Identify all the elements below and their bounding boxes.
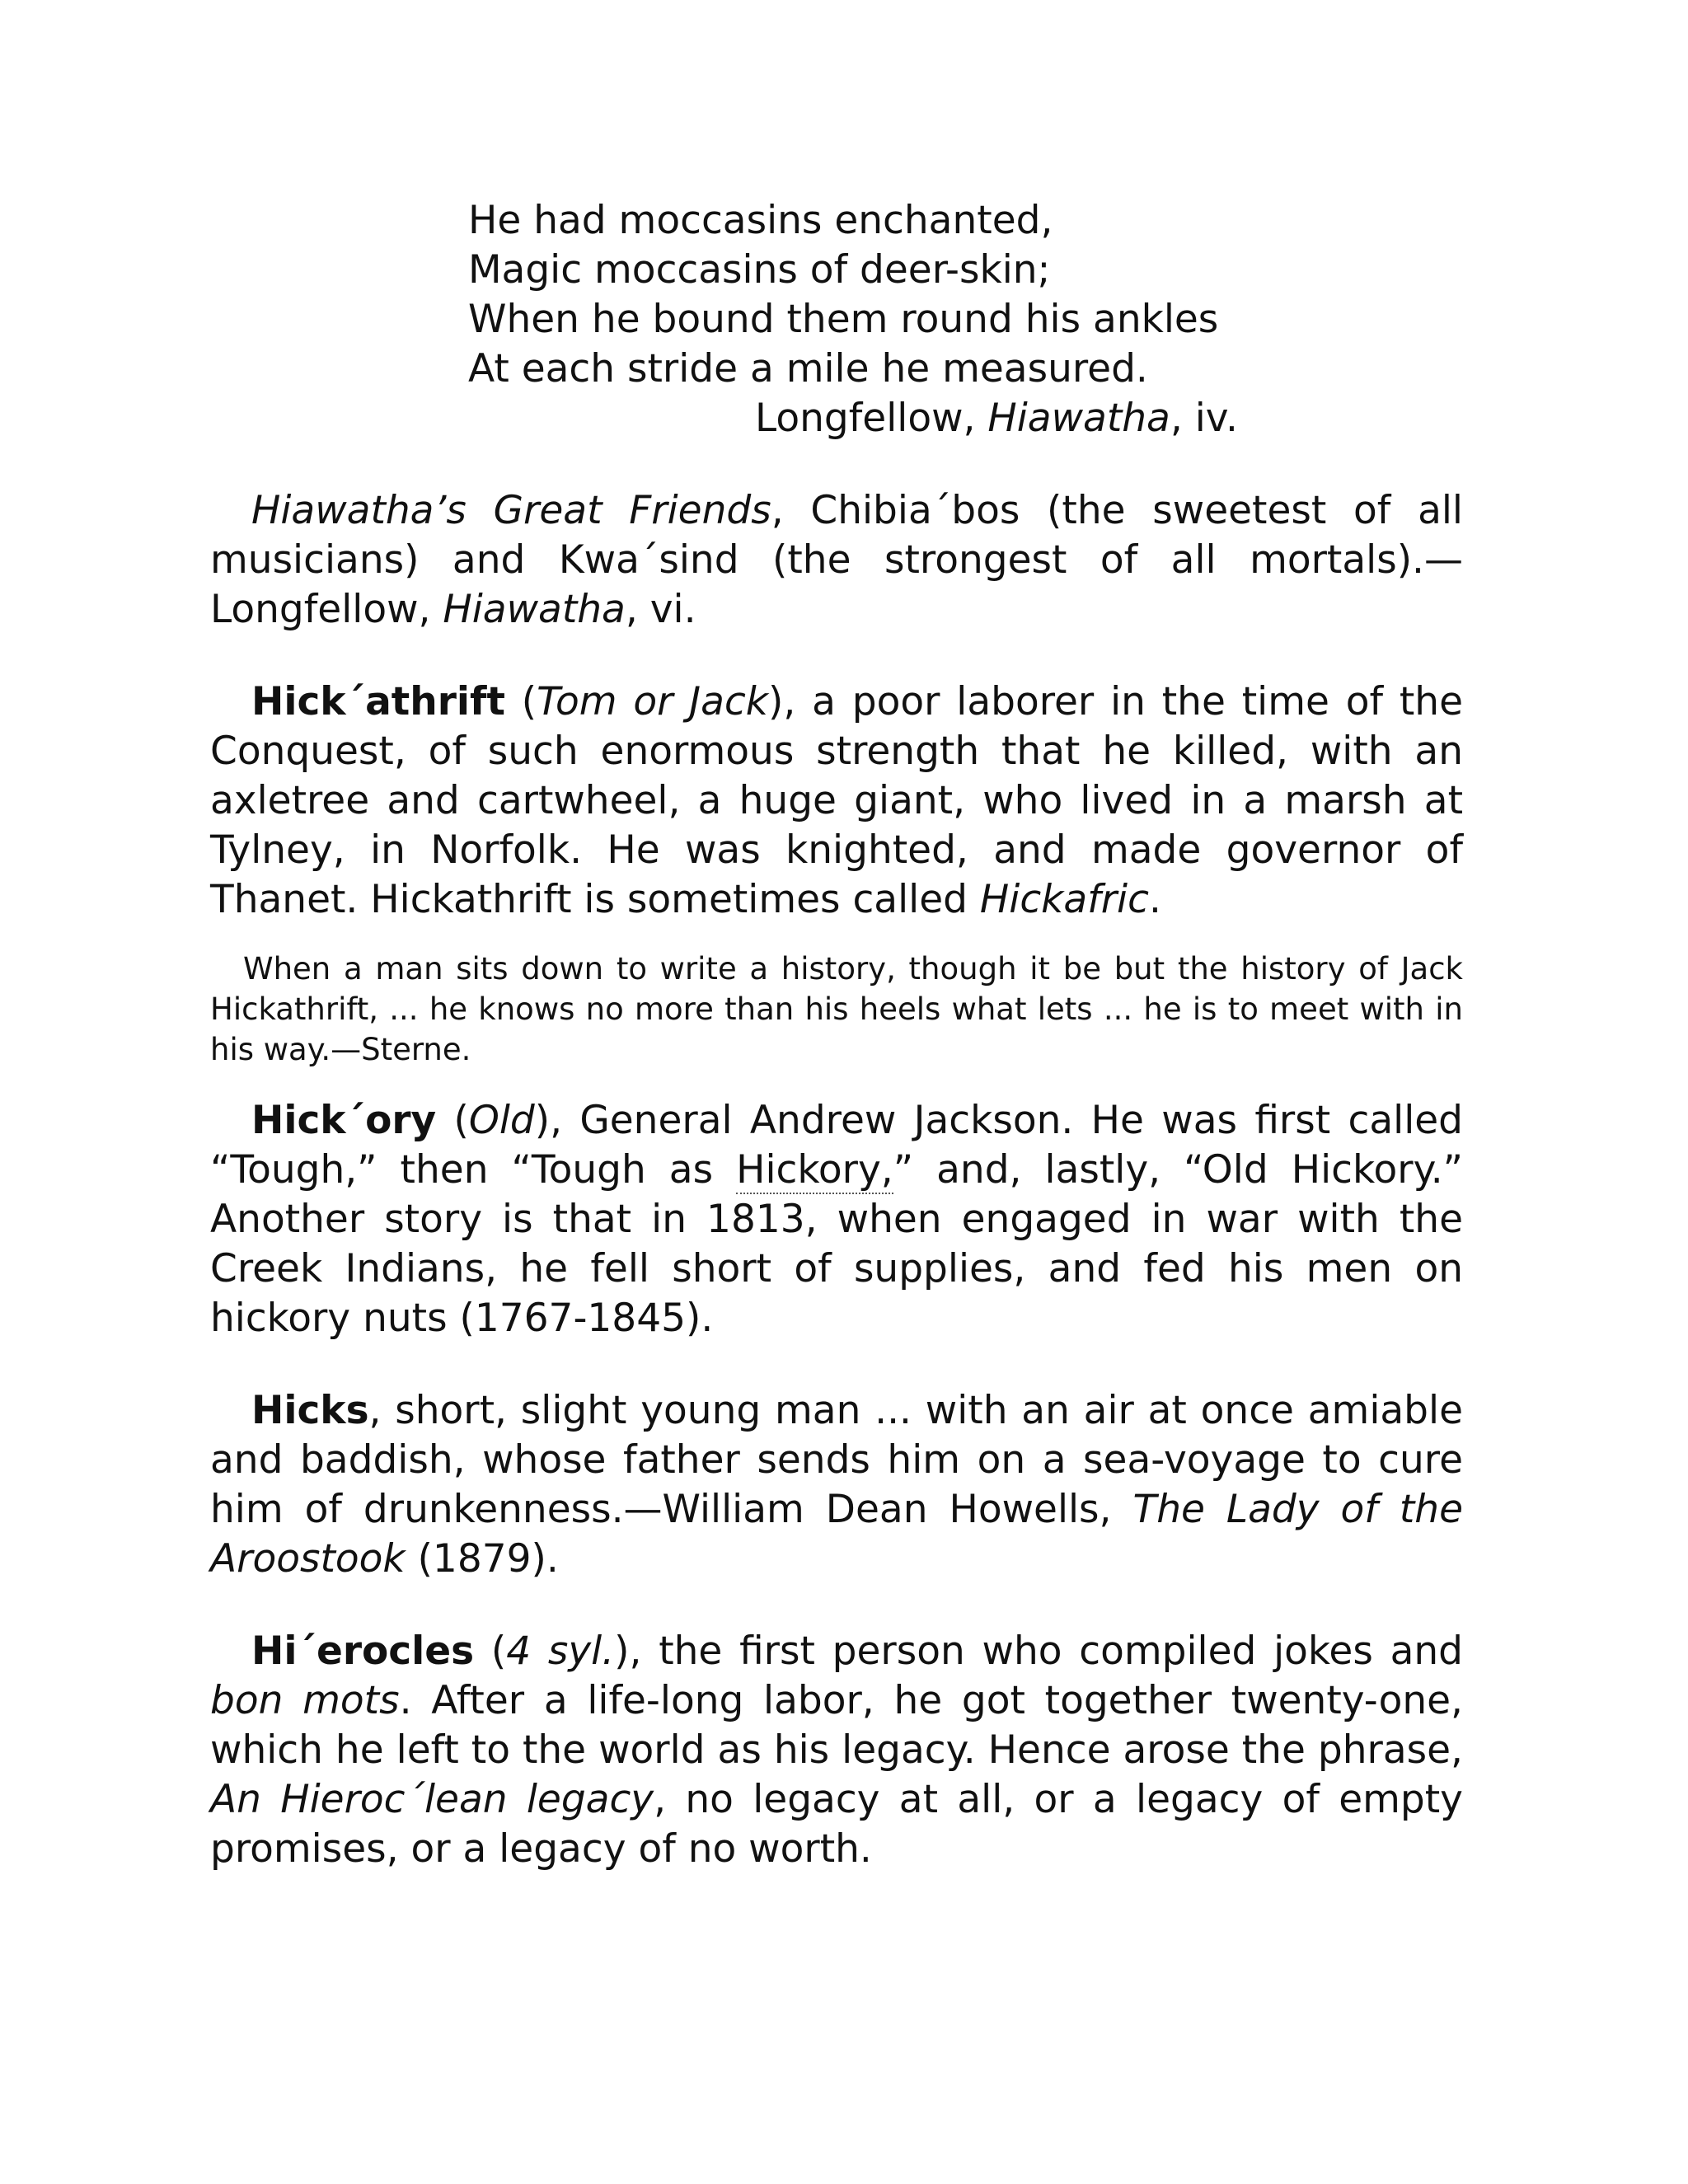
- poem-line: Magic moccasins of deer-skin;: [468, 247, 1051, 293]
- entry-text: . After a life-long labor, he got together twenty-one, which he left to the world as his legacy. Hence arose the phrase,: [210, 1678, 1463, 1773]
- entry-tail: .: [1148, 877, 1161, 922]
- quote-sterne: [210, 949, 1463, 1070]
- entry-work-title: The Lady of the Aroostook: [210, 1487, 1463, 1582]
- entry-text: ), the first person who compiled jokes and: [614, 1629, 1463, 1674]
- poem-line: He had moccasins enchanted,: [468, 198, 1053, 243]
- hickory-link[interactable]: Hickory,: [736, 1147, 893, 1193]
- entry-text: , short, slight young man ... with an air at once amiable and baddish, whose father sends him on a sea-voyage to cure him of drunkenness.—William Dean Howells,: [210, 1388, 1463, 1532]
- poem-excerpt: [468, 196, 1463, 443]
- entry-term: bon mots: [210, 1678, 400, 1723]
- entry-tail: (1879).: [405, 1536, 559, 1582]
- entry-hiawathas-friends: [210, 486, 1463, 635]
- entry-qualifier: Tom or Jack: [537, 679, 769, 724]
- entry-work-title: Hiawatha: [443, 587, 626, 632]
- entry-qualifier: Old: [468, 1098, 535, 1143]
- entry-text: ), a poor laborer in the time of the Conquest, of such enormous strength that he killed, with an axletree and cartwheel, a huge giant, who lived in a marsh at Tylney, in Norfolk. He was knighted, and made governor of Thanet. Hickathrift is sometimes called: [210, 679, 1464, 922]
- attribution-section: , iv.: [1170, 396, 1238, 441]
- document-page: [210, 196, 1463, 1874]
- entry-text: ” and, lastly, “Old Hickory.” Another story is that in 1813, when engaged in war with the Creek Indians, he fell short of supplies, and fed his men on hickory nuts (1767-1845).: [210, 1147, 1463, 1341]
- entry-text: (: [474, 1629, 507, 1674]
- poem-attribution: [755, 394, 1463, 443]
- entry-hickory: [210, 1096, 1463, 1343]
- quote-text: When a man sits down to write a history, though it be but the history of Jack Hickathrift, ... he knows no more than his heels what lets ... he is to meet with in his way.—Sterne.: [210, 951, 1463, 1067]
- entry-hickathrift: [210, 677, 1463, 925]
- entry-hierocles: [210, 1627, 1463, 1874]
- entry-text: (: [504, 679, 537, 724]
- entry-qualifier: 4 syl.: [506, 1629, 615, 1674]
- entry-headword: Hiawatha’s Great Friends: [251, 488, 771, 533]
- entry-alt-name: Hickafric: [979, 877, 1149, 922]
- entry-text: , no legacy at all, or a legacy of empty promises, or a legacy of no worth.: [210, 1777, 1463, 1872]
- attribution-work: Hiawatha: [987, 396, 1170, 441]
- entry-tail: , vi.: [625, 587, 696, 632]
- poem-line: At each stride a mile he measured.: [468, 346, 1148, 391]
- entry-headword: Hick´ory: [251, 1098, 437, 1143]
- entry-headword: Hicks: [251, 1388, 369, 1433]
- attribution-author: Longfellow,: [755, 396, 988, 441]
- entry-text: (: [436, 1098, 469, 1143]
- entry-text: ), General Andrew Jackson. He was first called “Tough,” then “Tough as: [210, 1098, 1463, 1193]
- entry-headword: Hi´erocles: [251, 1629, 475, 1674]
- entry-phrase: An Hieroc´lean legacy: [210, 1777, 654, 1822]
- poem-line: When he bound them round his ankles: [468, 297, 1219, 342]
- entry-hicks: [210, 1386, 1463, 1584]
- entry-headword: Hick´athrift: [251, 679, 505, 724]
- entry-text: , Chibia´bos (the sweetest of all musicians) and Kwa´sind (the strongest of all mortals).—Longfellow,: [210, 488, 1463, 632]
